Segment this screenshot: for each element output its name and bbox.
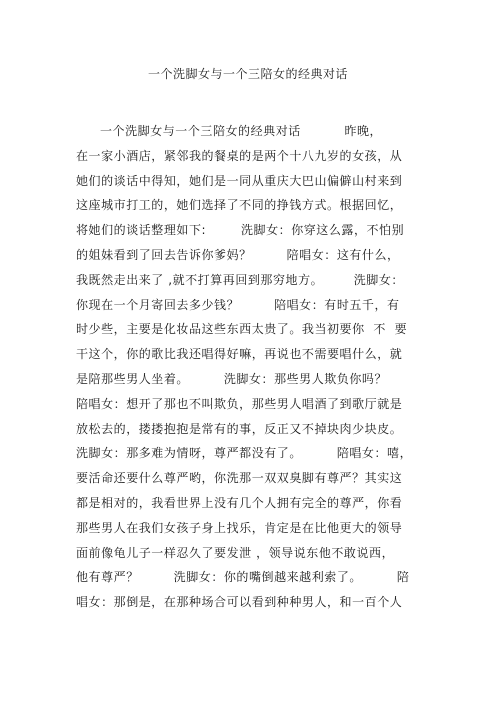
body-line: 面前像龟儿子一样忍久了要发泄 ，领导说东他不敢说西， [76,545,395,560]
document-title: 一个洗脚女与一个三陪女的经典对话 [147,67,348,81]
body-line: 她们的谈话中得知，她们是一同从重庆大巴山偏僻山村来到 [76,173,403,188]
body-line: 的姐妹看到了回去告诉你爹妈？ 陪唱女：这有什么， [76,247,400,262]
body-line: 是陪那些男人坐着。 洗脚女：那些男人欺负你吗？ [76,371,388,386]
body-line: 时少些，主要是化妆品这些东西太贵了。我当初要你 不 要 [76,322,408,337]
body-line: 要活命还要什么尊严哟，你洗那一双双臭脚有尊严？其实这 [76,471,403,486]
document-body [0,119,496,615]
body-line: 唱女：那倒是，在那种场合可以看到种种男人，和一百个人 [76,595,403,610]
body-line: 放松去的，搂搂抱抱是常有的事，反正又不掉块肉少块皮。 [76,421,403,436]
body-line: 洗脚女：那多难为情呀，尊严都没有了。 陪唱女：嘻， [76,446,413,461]
body-line: 我既然走出来了 ,就不打算再回到那穷地方。 洗脚女： [76,272,404,287]
body-line: 陪唱女：想开了那也不叫欺负，那些男人唱酒了到歌厅就是 [76,396,403,411]
body-line: 他有尊严？ 洗脚女：你的嘴倒越来越利索了。 陪 [76,570,410,585]
body-line: 那些男人在我们女孩子身上找乐，肯定是在比他更大的领导 [76,520,403,535]
body-line: 一个洗脚女与一个三陪女的经典对话 昨晚， [100,124,383,138]
body-line: 你现在一个月寄回去多少钱？ 陪唱女：有时五千，有 [76,297,400,312]
body-line: 都是相对的，我看世界上没有几个人拥有完全的尊严，你看 [76,495,403,510]
body-line: 在一家小酒店，紧邻我的餐桌的是两个十八九岁的女孩，从 [76,148,403,163]
body-line: 将她们的谈话整理如下: 洗脚女：你穿这么露，不怕别 [76,223,405,238]
body-line: 这座城市打工的，她们选择了不同的挣钱方式。根据回忆， [76,198,403,213]
body-line: 干这个，你的歌比我还唱得好嘛，再说也不需要唱什么，就 [76,347,403,362]
